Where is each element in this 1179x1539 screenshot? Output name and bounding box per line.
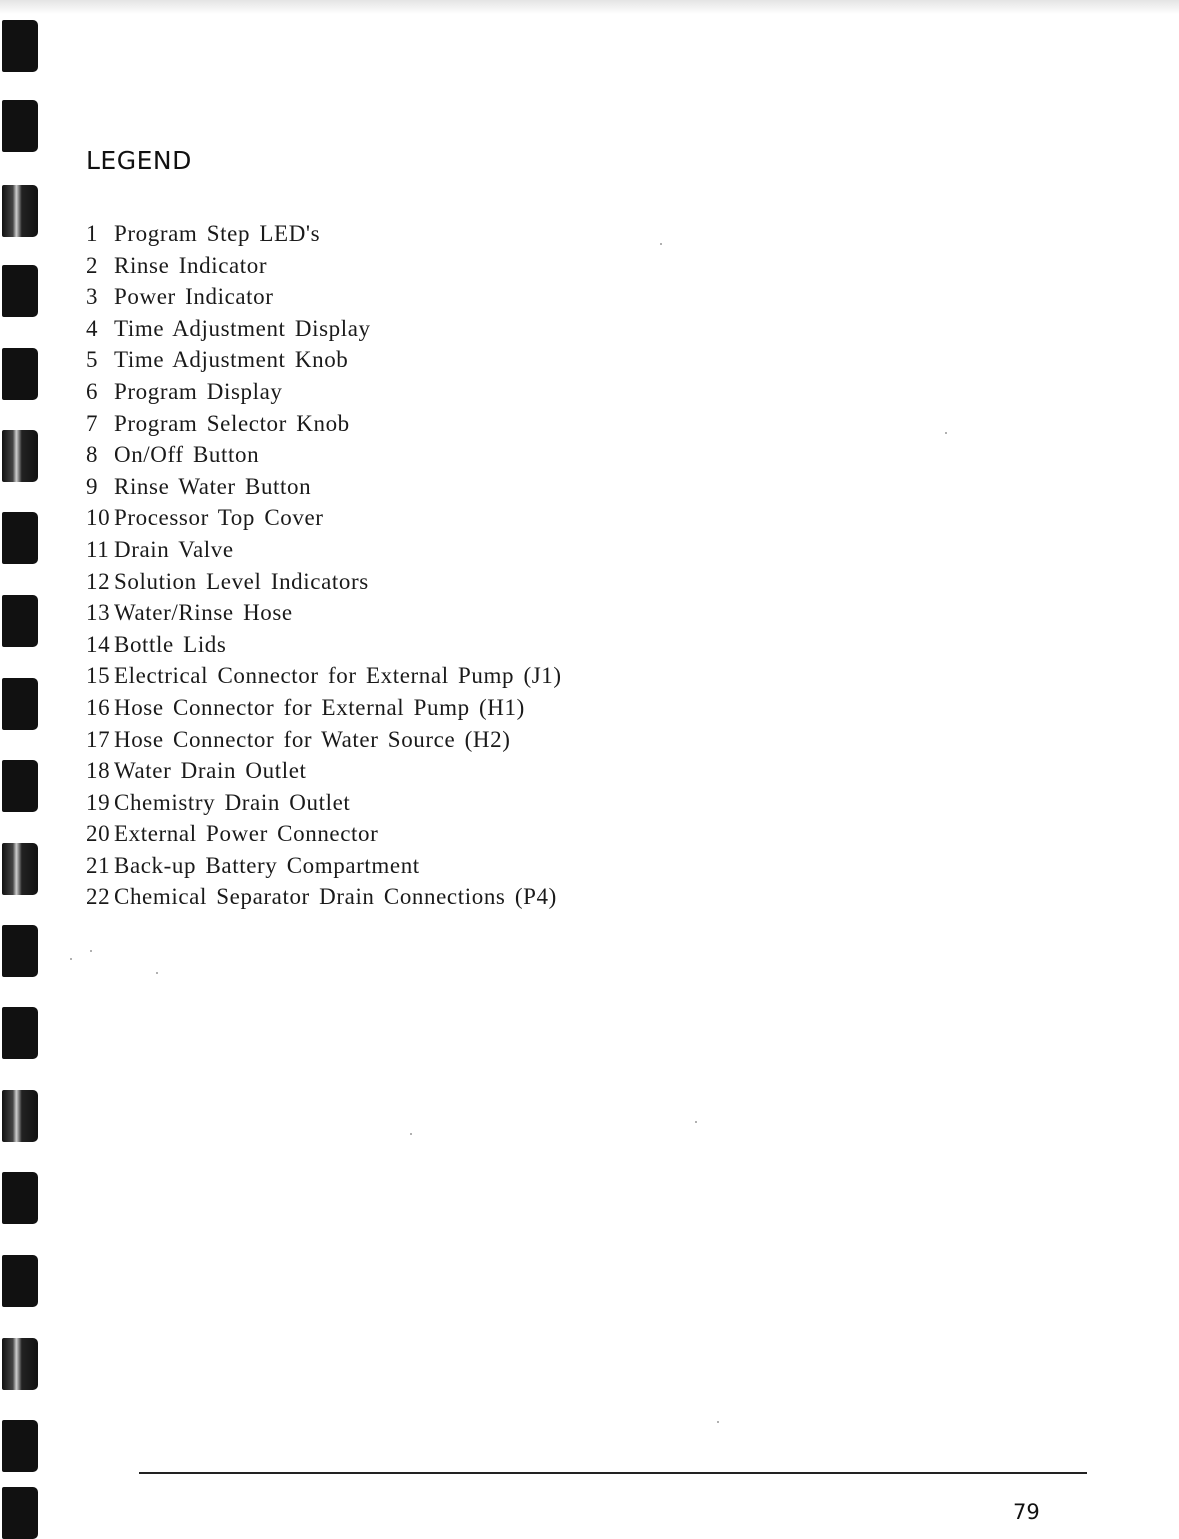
binding-hole [2, 1255, 38, 1307]
binding-hole [2, 100, 38, 152]
legend-title: LEGEND [86, 146, 192, 175]
legend-item-number: 19 [86, 789, 111, 815]
legend-item [86, 502, 562, 534]
scan-speck [156, 972, 158, 974]
legend-item [86, 408, 562, 440]
spiral-binding-holes [0, 0, 44, 1539]
legend-item [86, 376, 562, 408]
scan-speck [90, 950, 92, 952]
binding-hole [2, 595, 38, 647]
legend-item-label: Hose Connector for Water Source (H2) [114, 726, 511, 752]
legend-item [86, 881, 562, 913]
legend-item [86, 313, 562, 345]
legend-item-label: On/Off Button [114, 442, 260, 468]
scan-speck [695, 1121, 697, 1123]
legend-item-number: 1 [86, 221, 99, 246]
scan-speck [717, 1421, 719, 1423]
legend-item-label: Time Adjustment Knob [114, 347, 349, 373]
page-top-shading [0, 0, 1179, 14]
legend-item-number: 20 [86, 821, 111, 847]
legend-item-label: Water/Rinse Hose [114, 600, 293, 626]
legend-item [86, 818, 562, 850]
page-number: 79 [1013, 1500, 1040, 1524]
legend-item-label: Program Display [114, 378, 283, 404]
legend-item-number: 8 [86, 442, 99, 468]
legend-item-label: Hose Connector for External Pump (H1) [114, 694, 525, 720]
legend-item-number: 14 [86, 631, 111, 657]
binding-hole [2, 1007, 38, 1059]
binding-hole [2, 1487, 38, 1539]
legend-item-number: 22 [86, 884, 111, 910]
legend-item [86, 471, 562, 503]
legend-item-label: Chemical Separator Drain Connections (P4) [114, 884, 557, 910]
legend-item-number: 11 [86, 536, 110, 562]
legend-item [86, 344, 562, 376]
footer-rule [139, 1472, 1087, 1474]
legend-item-label: External Power Connector [114, 821, 379, 847]
legend-item-number: 5 [86, 347, 99, 373]
legend-item-label: Drain Valve [114, 536, 234, 562]
legend-item [86, 692, 562, 724]
legend-item-label: Water Drain Outlet [114, 758, 307, 784]
binding-hole [2, 1420, 38, 1472]
legend-item-number: 3 [86, 284, 99, 310]
legend-item-label: Time Adjustment Display [114, 315, 371, 341]
legend-item-number: 18 [86, 758, 111, 784]
scan-speck [660, 243, 662, 245]
legend-item-number: 2 [86, 252, 99, 278]
legend-item [86, 629, 562, 661]
legend-item-label: Electrical Connector for External Pump (J1) [114, 663, 562, 689]
binding-hole [2, 925, 38, 977]
binding-hole [2, 760, 38, 812]
scan-speck [945, 432, 947, 434]
legend-list [86, 218, 562, 913]
binding-hole [2, 1172, 38, 1224]
binding-hole [2, 348, 38, 400]
legend-item [86, 850, 562, 882]
legend-item-number: 10 [86, 505, 111, 531]
legend-item [86, 439, 562, 471]
legend-item [86, 755, 562, 787]
legend-item [86, 218, 562, 250]
binding-hole [2, 265, 38, 317]
legend-item-label: Rinse Indicator [114, 252, 268, 278]
legend-item-label: Back-up Battery Compartment [114, 852, 420, 878]
legend-item [86, 250, 562, 282]
legend-item-label: Processor Top Cover [114, 505, 324, 531]
binding-hole [2, 678, 38, 730]
legend-item-number: 6 [86, 378, 99, 404]
binding-hole [2, 1338, 38, 1390]
legend-item-number: 9 [86, 473, 99, 499]
legend-item-number: 16 [86, 694, 111, 720]
binding-hole [2, 20, 38, 72]
legend-item-label: Chemistry Drain Outlet [114, 789, 351, 815]
scan-speck [410, 1133, 412, 1135]
legend-item-label: Bottle Lids [114, 631, 227, 657]
legend-item [86, 281, 562, 313]
legend-item-number: 13 [86, 600, 111, 626]
legend-item-number: 4 [86, 315, 99, 341]
scan-speck [70, 958, 72, 960]
legend-item-label: Program Selector Knob [114, 410, 350, 436]
binding-hole [2, 430, 38, 482]
legend-item-label: Rinse Water Button [114, 473, 312, 499]
legend-item [86, 534, 562, 566]
legend-item-label: Program Step LED's [114, 221, 321, 246]
binding-hole [2, 843, 38, 895]
legend-item [86, 724, 562, 756]
legend-item-number: 7 [86, 410, 99, 436]
legend-item-number: 15 [86, 663, 111, 689]
legend-item [86, 566, 562, 598]
legend-item [86, 597, 562, 629]
legend-item-number: 21 [86, 852, 111, 878]
legend-item-label: Power Indicator [114, 284, 274, 310]
legend-item-label: Solution Level Indicators [114, 568, 369, 594]
binding-hole [2, 1090, 38, 1142]
binding-hole [2, 185, 38, 237]
binding-hole [2, 512, 38, 564]
legend-item [86, 660, 562, 692]
legend-item [86, 787, 562, 819]
legend-item-number: 17 [86, 726, 111, 752]
legend-item-number: 12 [86, 568, 111, 594]
